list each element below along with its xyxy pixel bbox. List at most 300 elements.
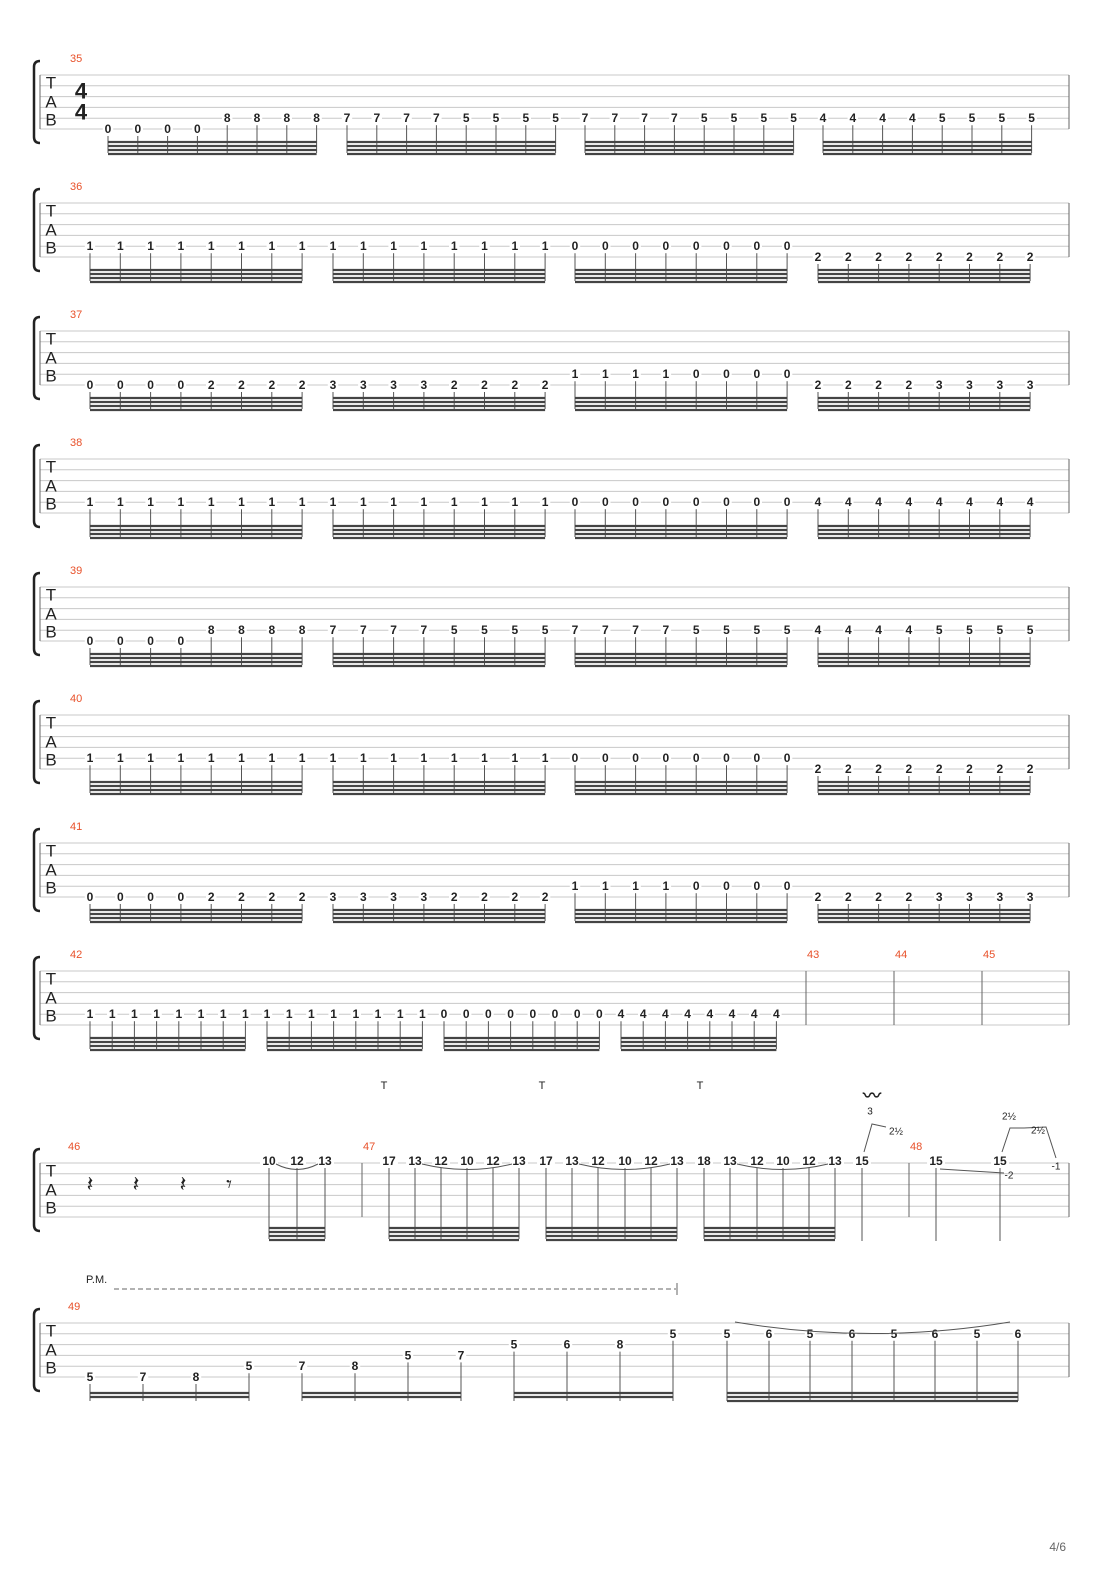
fret-number: 7 (581, 111, 589, 126)
fret-number: 2 (268, 378, 276, 392)
fret-number: 1 (329, 751, 337, 766)
measure-number: 41 (70, 821, 83, 833)
system-bracket (34, 829, 40, 911)
fret-number: 5 (973, 1326, 981, 1341)
fret-number: 4 (996, 495, 1004, 510)
fret-number: 8 (616, 1337, 624, 1352)
fret-number: 2 (844, 890, 852, 904)
measure-number: 44 (895, 949, 908, 961)
fret-number: 2 (905, 890, 913, 904)
fret-number: 2 (238, 890, 245, 904)
tab-clef-letter: B (45, 238, 57, 258)
fret-number: 1 (450, 239, 458, 254)
fret-number: 0 (147, 890, 154, 904)
tab-clef-letter: B (45, 110, 57, 130)
fret-number: 8 (253, 111, 261, 126)
fret-number: 4 (879, 111, 886, 126)
fret-number: 3 (935, 378, 943, 392)
fret-number: 5 (404, 1348, 412, 1363)
fret-number: 3 (966, 890, 973, 904)
fret-number: 1 (177, 239, 185, 254)
quarter-rest: 𝄽 (179, 1171, 187, 1197)
fret-number: 15 (993, 1154, 1007, 1168)
fret-number: 7 (420, 623, 428, 638)
measure-number: 48 (910, 1141, 923, 1153)
fret-number: 1 (329, 495, 337, 510)
fret-number: 1 (450, 751, 458, 766)
fret-number: 4 (935, 495, 943, 510)
tap-marker: T (380, 1080, 388, 1092)
tab-clef-letter: A (45, 860, 57, 880)
fret-number: 1 (511, 751, 519, 766)
fret-number: 0 (692, 239, 700, 254)
fret-number: 1 (147, 751, 154, 766)
tab-clef-letter: B (45, 750, 57, 770)
fret-number: 5 (753, 623, 761, 638)
fret-number: 7 (373, 111, 381, 126)
fret-number: 0 (692, 367, 700, 382)
fret-number: 1 (541, 751, 549, 766)
bend-label: 2½ (889, 1126, 903, 1138)
fret-number: 0 (116, 890, 124, 904)
fret-number: 1 (541, 239, 549, 254)
fret-number: 1 (396, 1007, 404, 1022)
tap-marker: T (696, 1080, 704, 1092)
fret-number: 1 (390, 239, 397, 254)
fret-number: 4 (844, 495, 852, 510)
fret-number: 3 (420, 378, 428, 392)
fret-number: 8 (268, 623, 276, 638)
slur-arc (735, 1322, 1010, 1334)
fret-number: 5 (86, 1370, 94, 1384)
fret-number: 0 (632, 751, 639, 766)
fret-number: 4 (617, 1007, 625, 1022)
fret-number: 0 (134, 122, 142, 136)
fret-number: 0 (116, 378, 124, 392)
fret-number: 1 (175, 1007, 183, 1022)
fret-number: 1 (601, 879, 609, 894)
fret-number: 8 (192, 1370, 200, 1384)
fret-number: 5 (938, 111, 946, 126)
fret-number: 5 (730, 111, 738, 126)
fret-number: 7 (632, 623, 639, 638)
system-bracket (34, 317, 40, 399)
fret-number: 0 (692, 495, 700, 510)
fret-number: 1 (242, 1007, 249, 1022)
fret-number: 1 (86, 751, 94, 766)
fret-number: 7 (298, 1359, 306, 1374)
fret-number: 0 (571, 495, 579, 510)
fret-number: 2 (511, 890, 519, 904)
fret-number: 5 (968, 111, 976, 126)
tab-clef-letter: B (45, 622, 57, 642)
fret-number: 3 (1026, 378, 1034, 392)
fret-number: 4 (875, 623, 882, 638)
fret-number: 0 (147, 378, 154, 392)
fret-number: 0 (601, 751, 609, 766)
tab-clef-letter: T (45, 201, 57, 221)
fret-number: 2 (1026, 250, 1034, 264)
fret-number: 2 (875, 762, 882, 776)
fret-number: 3 (1026, 890, 1034, 904)
fret-number: 8 (283, 111, 291, 126)
tap-marker: T (538, 1080, 546, 1092)
fret-number: 13 (670, 1154, 684, 1168)
fret-number: 1 (285, 1007, 293, 1022)
fret-number: 0 (551, 1007, 559, 1022)
measure-number: 35 (70, 53, 83, 65)
bend-label: 2½ (1031, 1125, 1045, 1137)
quarter-rest: 𝄽 (86, 1171, 94, 1197)
fret-number: 1 (238, 495, 245, 510)
fret-number: 0 (632, 495, 639, 510)
tab-clef-letter: A (45, 988, 57, 1008)
measure-number: 38 (70, 437, 83, 449)
tab-clef-letter: T (45, 841, 57, 861)
fret-number: 0 (194, 122, 201, 136)
fret-number: 5 (790, 111, 797, 126)
fret-number: 0 (723, 879, 730, 894)
fret-number: 0 (662, 239, 670, 254)
fret-number: 1 (541, 495, 549, 510)
fret-number: 7 (403, 111, 410, 126)
time-signature-bottom: 4 (74, 99, 88, 125)
fret-number: 5 (1026, 623, 1034, 638)
fret-number: 3 (359, 890, 367, 904)
fret-number: 4 (639, 1007, 647, 1022)
system-bracket (34, 445, 40, 527)
fret-number: 0 (177, 890, 185, 904)
fret-number: 6 (765, 1326, 773, 1341)
release-line (940, 1169, 1004, 1173)
fret-number: 0 (601, 495, 609, 510)
tab-system-38 (34, 437, 1069, 538)
fret-number: 13 (512, 1154, 526, 1168)
fret-number: 0 (662, 751, 670, 766)
fret-number: 5 (510, 1337, 518, 1352)
fret-number: 1 (86, 1007, 94, 1022)
measure-number: 47 (363, 1141, 376, 1153)
fret-number: 0 (753, 367, 761, 382)
fret-number: 0 (485, 1007, 492, 1022)
fret-number: 0 (753, 239, 761, 254)
fret-number: 2 (298, 378, 306, 392)
fret-number: 12 (434, 1154, 448, 1168)
measure-number: 39 (70, 565, 83, 577)
tab-clef-letter: B (45, 366, 57, 386)
fret-number: 4 (814, 623, 822, 638)
tab-system-49 (34, 1274, 1069, 1401)
fret-number: 5 (966, 623, 973, 638)
fret-number: 5 (935, 623, 943, 638)
fret-number: 1 (116, 239, 124, 254)
fret-number: 1 (632, 367, 639, 382)
fret-number: 10 (776, 1154, 790, 1168)
fret-number: 1 (116, 495, 124, 510)
fret-number: 5 (996, 623, 1004, 638)
fret-number: 1 (298, 751, 306, 766)
fret-number: 5 (783, 623, 791, 638)
fret-number: 2 (844, 762, 852, 776)
fret-number: 0 (753, 495, 761, 510)
fret-number: 0 (596, 1007, 603, 1022)
fret-number: 1 (298, 495, 306, 510)
fret-number: 4 (1026, 495, 1034, 510)
fret-number: 1 (511, 495, 519, 510)
fret-number: 0 (147, 634, 154, 648)
bend-arrow (864, 1124, 886, 1152)
fret-number: 2 (875, 378, 882, 392)
measure-number: 46 (68, 1141, 81, 1153)
fret-number: 4 (905, 495, 913, 510)
fret-number: 1 (450, 495, 458, 510)
fret-number: 5 (723, 623, 730, 638)
fret-number: 7 (433, 111, 440, 126)
fret-number: 0 (692, 751, 700, 766)
fret-number: 4 (849, 111, 857, 126)
fret-number: 6 (931, 1326, 939, 1341)
tab-clef-letter: A (45, 732, 57, 752)
fret-number: 17 (382, 1154, 396, 1168)
fret-number: 1 (207, 495, 215, 510)
fret-number: 1 (207, 751, 215, 766)
fret-number: 1 (420, 239, 428, 254)
fret-number: 0 (723, 751, 730, 766)
fret-number: 1 (298, 239, 306, 254)
fret-number: 10 (262, 1154, 276, 1168)
fret-number: 0 (86, 890, 94, 904)
tab-clef-letter: T (45, 713, 57, 733)
quarter-rest: 𝄽 (132, 1171, 140, 1197)
fret-number: 1 (268, 751, 276, 766)
fret-number: 7 (139, 1370, 147, 1384)
fret-number: 2 (481, 890, 488, 904)
fret-number: 1 (481, 751, 488, 766)
fret-number: 2 (875, 890, 882, 904)
fret-number: 5 (450, 623, 458, 638)
fret-number: 2 (450, 378, 458, 392)
fret-number: 3 (966, 378, 973, 392)
fret-number: 1 (330, 1007, 337, 1022)
fret-number: 0 (177, 634, 185, 648)
fret-number: 2 (814, 250, 822, 264)
fret-number: 1 (359, 239, 367, 254)
fret-number: 10 (460, 1154, 474, 1168)
system-bracket (34, 1309, 40, 1391)
system-bracket (34, 189, 40, 271)
fret-number: 7 (662, 623, 670, 638)
tab-clef-letter: T (45, 73, 57, 93)
tab-system-37 (34, 309, 1069, 410)
fret-number: 4 (662, 1007, 669, 1022)
fret-number: 4 (684, 1007, 691, 1022)
fret-number: 5 (245, 1359, 253, 1374)
tab-clef-letter: T (45, 1321, 57, 1341)
tab-clef-letter: B (45, 878, 57, 898)
fret-number: 1 (632, 879, 639, 894)
fret-number: 5 (806, 1326, 814, 1341)
system-bracket (34, 957, 40, 1039)
fret-number: 5 (481, 623, 488, 638)
fret-number: 8 (207, 623, 215, 638)
fret-number: 1 (131, 1007, 138, 1022)
fret-number: 2 (1026, 762, 1034, 776)
fret-number: 2 (814, 378, 822, 392)
system-bracket (34, 573, 40, 655)
fret-number: 1 (662, 879, 670, 894)
page-number: 4/6 (1049, 1540, 1066, 1554)
fret-number: 15 (855, 1154, 869, 1168)
fret-number: 5 (492, 111, 500, 126)
measure-number: 42 (70, 949, 83, 961)
fret-number: 0 (164, 122, 171, 136)
measure-number: 36 (70, 181, 83, 193)
time-signature-top: 4 (74, 78, 88, 104)
tab-clef-letter: B (45, 1006, 57, 1026)
fret-number: 2 (541, 890, 549, 904)
fret-number: 5 (669, 1326, 677, 1341)
fret-number: 0 (783, 367, 791, 382)
fret-number: 2 (814, 762, 822, 776)
fret-number: 0 (632, 239, 639, 254)
fret-number: 1 (352, 1007, 360, 1022)
bend-label: -1 (1051, 1161, 1061, 1173)
fret-number: 1 (481, 239, 488, 254)
fret-number: 2 (541, 378, 549, 392)
fret-number: 2 (207, 890, 215, 904)
fret-number: 0 (692, 879, 700, 894)
fret-number: 0 (723, 239, 730, 254)
fret-number: 1 (153, 1007, 160, 1022)
tab-system-42 (34, 949, 1069, 1050)
fret-number: 7 (390, 623, 397, 638)
fret-number: 2 (844, 250, 852, 264)
fret-number: 2 (450, 890, 458, 904)
fret-number: 12 (644, 1154, 658, 1168)
fret-number: 2 (844, 378, 852, 392)
tab-system-solo (34, 1080, 1069, 1241)
tab-clef-letter: A (45, 604, 57, 624)
fret-number: 2 (207, 378, 215, 392)
fret-number: 2 (905, 378, 913, 392)
fret-number: 6 (1014, 1326, 1022, 1341)
fret-number: 2 (481, 378, 488, 392)
fret-number: 1 (177, 495, 185, 510)
fret-number: 1 (238, 751, 245, 766)
fret-number: 13 (828, 1154, 842, 1168)
fret-number: 7 (611, 111, 619, 126)
fret-number: 1 (390, 495, 397, 510)
fret-number: 2 (905, 762, 913, 776)
fret-number: 1 (420, 495, 428, 510)
fret-number: 1 (308, 1007, 315, 1022)
fret-number: 2 (875, 250, 882, 264)
fret-number: 0 (104, 122, 112, 136)
measure-number: 49 (68, 1301, 81, 1313)
fret-number: 5 (700, 111, 708, 126)
fret-number: 0 (571, 751, 579, 766)
fret-number: 1 (374, 1007, 382, 1022)
bend-label: 3 (867, 1106, 873, 1118)
fret-number: 3 (329, 890, 337, 904)
fret-number: 6 (848, 1326, 856, 1341)
fret-number: 1 (197, 1007, 205, 1022)
fret-number: 0 (783, 879, 791, 894)
tab-clef-letter: A (45, 220, 57, 240)
fret-number: 5 (522, 111, 530, 126)
tab-clef-letter: T (45, 969, 57, 989)
fret-number: 8 (223, 111, 231, 126)
fret-number: 7 (641, 111, 648, 126)
system-bracket (34, 1149, 40, 1231)
fret-number: 4 (750, 1007, 758, 1022)
fret-number: 4 (773, 1007, 780, 1022)
fret-number: 4 (909, 111, 916, 126)
measure-number: 37 (70, 309, 83, 321)
system-bracket (34, 701, 40, 783)
tab-clef-letter: T (45, 457, 57, 477)
tab-system-40 (34, 693, 1069, 794)
fret-number: 1 (662, 367, 670, 382)
fret-number: 4 (728, 1007, 736, 1022)
fret-number: 13 (408, 1154, 422, 1168)
fret-number: 8 (351, 1359, 359, 1374)
fret-number: 2 (935, 250, 943, 264)
fret-number: 5 (1028, 111, 1035, 126)
fret-number: 0 (571, 239, 579, 254)
fret-number: 12 (802, 1154, 816, 1168)
fret-number: 1 (219, 1007, 227, 1022)
fret-number: 2 (996, 250, 1004, 264)
fret-number: 1 (420, 751, 428, 766)
fret-number: 0 (601, 239, 609, 254)
fret-number: 0 (529, 1007, 537, 1022)
bend-arrow (1002, 1127, 1056, 1158)
tab-clef-letter: B (45, 1358, 57, 1378)
fret-number: 4 (905, 623, 913, 638)
fret-number: 2 (966, 762, 973, 776)
fret-number: 1 (359, 751, 367, 766)
fret-number: 1 (86, 239, 94, 254)
fret-number: 3 (996, 890, 1004, 904)
tab-clef-letter: B (45, 494, 57, 514)
fret-number: 0 (662, 495, 670, 510)
tab-system-36 (34, 181, 1069, 282)
fret-number: 0 (507, 1007, 514, 1022)
fret-number: 13 (318, 1154, 332, 1168)
eighth-rest: 𝄾 (226, 1171, 232, 1197)
fret-number: 1 (390, 751, 397, 766)
fret-number: 0 (462, 1007, 470, 1022)
fret-number: 5 (511, 623, 519, 638)
tab-clef-letter: A (45, 476, 57, 496)
fret-number: 2 (905, 250, 913, 264)
tab-clef-letter: A (45, 1180, 57, 1200)
tab-clef-letter: T (45, 329, 57, 349)
tab-clef-letter: A (45, 1340, 57, 1360)
fret-number: 12 (591, 1154, 605, 1168)
fret-number: 6 (563, 1337, 571, 1352)
fret-number: 3 (935, 890, 943, 904)
palm-mute-label: P.M. (86, 1274, 108, 1286)
fret-number: 4 (875, 495, 882, 510)
fret-number: 0 (783, 239, 791, 254)
fret-number: 0 (116, 634, 124, 648)
fret-number: 5 (760, 111, 768, 126)
fret-number: 5 (541, 623, 549, 638)
fret-number: 8 (313, 111, 320, 126)
fret-number: 3 (359, 378, 367, 392)
